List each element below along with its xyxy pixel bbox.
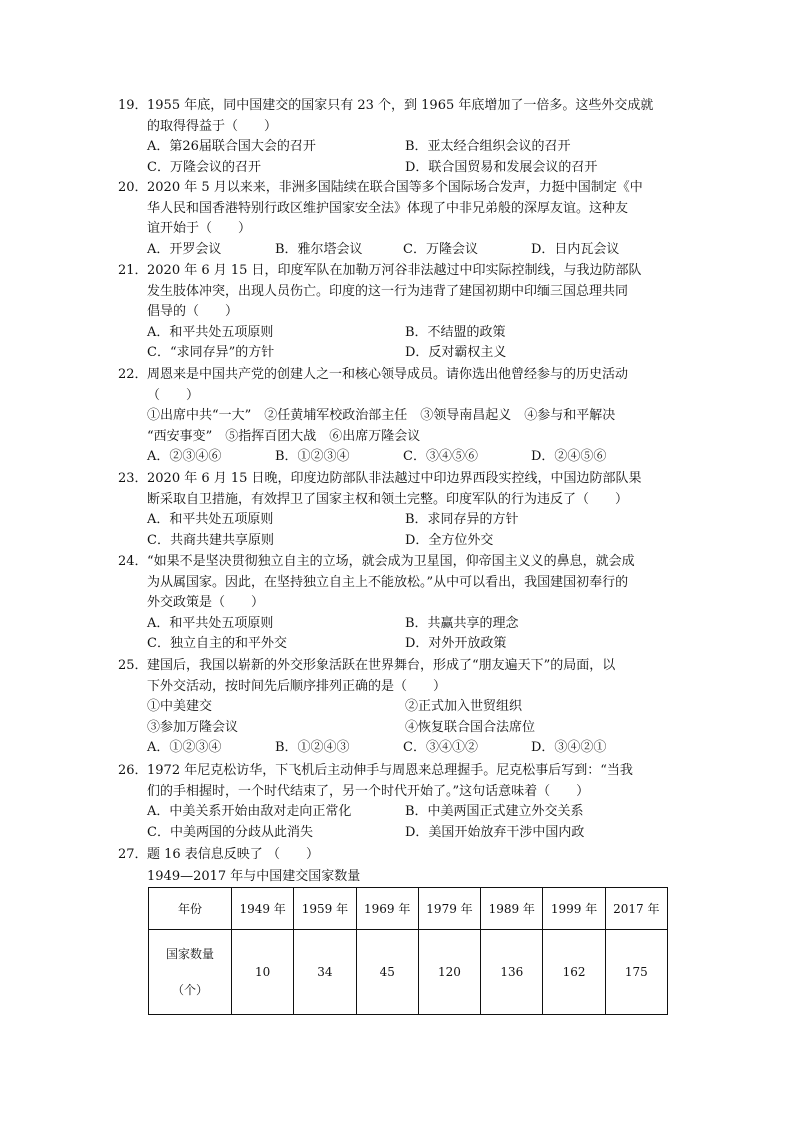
options-row (118, 614, 678, 635)
option-d[interactable]: D．反对霸权主义 (405, 345, 507, 360)
question-text: 1972 年尼克松访华，下飞机后主动伸手与周恩来总理握手。尼克松事后写到：“当我 (147, 763, 633, 778)
table-caption: 1949—2017 年与中国建交国家数量 (147, 869, 361, 884)
question-number: 24． (118, 554, 148, 569)
option-b[interactable]: B．①②④③ (275, 740, 350, 755)
option-b[interactable]: B．求同存异的方针 (405, 512, 519, 527)
options-row (118, 510, 678, 531)
option-a[interactable]: A．②③④⑥ (147, 449, 222, 464)
options-row (118, 823, 678, 844)
question-26 (118, 761, 678, 843)
count-cell: 34 (294, 930, 356, 1015)
options-row (118, 323, 678, 344)
count-cell: 45 (356, 930, 418, 1015)
option-d[interactable]: D．②④⑤⑥ (531, 449, 607, 464)
year-cell: 1969 年 (356, 888, 418, 930)
question-number: 21． (118, 263, 148, 278)
question-text: 为从属国家。因此，在坚持独立自主上不能放松。”从中可以看出，我国建国初奉行的 (147, 574, 629, 590)
options-row (118, 447, 678, 468)
options-row (118, 158, 678, 179)
options-row (118, 634, 678, 655)
question-24 (118, 552, 678, 655)
options-row (118, 240, 678, 261)
option-a[interactable]: A．和平共处五项原则 (147, 324, 274, 340)
question-text: 倡导的（ ） (147, 304, 239, 319)
option-d[interactable]: D．全方位外交 (405, 532, 494, 548)
statement-list: ①出席中共“一大” ②任黄埔军校政治部主任 ③领导南昌起义 ④参与和平解决 (147, 408, 616, 423)
question-text: “如果不是坚决贯彻独立自主的立场，就会成为卫星国，仰帝国主义义的鼻息，就会成 (147, 554, 635, 569)
items-row (118, 718, 678, 739)
question-number: 22． (118, 367, 148, 382)
question-number: 27． (118, 847, 148, 862)
option-c[interactable]: C．万隆会议 (403, 241, 478, 257)
question-number: 20． (118, 180, 148, 195)
table-header-row (149, 888, 668, 930)
question-text: 2020 年 6 月 15 日晚，印度边防部队非法越过中印边界西段实控线，中国边防部队果 (147, 471, 642, 486)
question-number: 19． (118, 98, 148, 113)
year-cell: 1989 年 (481, 888, 543, 930)
option-a[interactable]: A．和平共处五项原则 (147, 512, 274, 527)
option-c[interactable]: C．万隆会议的召开 (147, 159, 261, 175)
option-a[interactable]: A．第26届联合国大会的召开 (147, 139, 316, 154)
count-cell: 120 (418, 930, 480, 1015)
event-item: ③参加万隆会议 (147, 719, 239, 735)
question-27 (118, 845, 678, 866)
option-b[interactable]: B．①②③④ (275, 449, 350, 464)
options-row (118, 802, 678, 823)
question-19 (118, 96, 678, 178)
option-d[interactable]: D．对外开放政策 (405, 636, 507, 651)
question-25 (118, 656, 678, 759)
question-text: 题 16 表信息反映了 （ ） (147, 847, 319, 862)
question-text: 华人民和国香港特别行政区维护国家安全法》体现了中非兄弟般的深厚友谊。这种友 (147, 200, 629, 216)
question-text: 的取得得益于（ ） (147, 118, 278, 134)
options-row (118, 343, 678, 364)
year-cell: 1949 年 (232, 888, 294, 930)
option-a[interactable]: A．和平共处五项原则 (147, 615, 274, 631)
count-cell: 10 (232, 930, 294, 1015)
option-b[interactable]: B．不结盟的政策 (405, 324, 506, 340)
option-d[interactable]: D．联合国贸易和发展会议的召开 (405, 159, 598, 175)
question-number: 26． (118, 763, 148, 778)
question-23 (118, 469, 678, 551)
question-text: 下外交活动，按时间先后顺序排列正确的是（ ） (147, 678, 447, 694)
question-20 (118, 178, 678, 260)
question-text: 2020 年 5 月以来来，非洲多国陆续在联合国等多个国际场合发声，力挺中国制定《中 (147, 180, 643, 195)
question-text: 发生肢体冲突，出现人员伤亡。印度的这一行为违背了建国初期中印缅三国总理共同 (147, 283, 629, 299)
question-number: 25． (118, 658, 148, 673)
event-item: ②正式加入世贸组织 (405, 699, 523, 714)
option-d[interactable]: D．美国开始放弃干涉中国内政 (405, 824, 585, 840)
answer-blank: （ ） (147, 387, 200, 403)
count-unit: （个） (171, 983, 208, 997)
option-d[interactable]: D．③④②① (531, 740, 607, 755)
option-b[interactable]: B．亚太经合组织会议的召开 (405, 139, 571, 154)
option-a[interactable]: A．开罗会议 (147, 241, 222, 257)
question-text: 2020 年 6 月 15 日，印度军队在加勒万河谷非法越过中印实际控制线，与我边防部队 (147, 263, 642, 278)
year-cell: 1979 年 (418, 888, 480, 930)
question-text: 们的手相握时，一个时代结束了，另一个时代开始了。”这句话意味着（ ） (147, 783, 590, 799)
count-cell: 136 (481, 930, 543, 1015)
question-22 (118, 365, 678, 468)
year-cell: 1959 年 (294, 888, 356, 930)
option-c[interactable]: C．③④①② (403, 740, 478, 755)
option-a[interactable]: A．中美关系开始由敌对走向正常化 (147, 804, 352, 819)
year-cell: 1999 年 (543, 888, 605, 930)
question-number: 23． (118, 471, 148, 486)
option-b[interactable]: B．中美两国正式建立外交关系 (405, 804, 584, 819)
option-c[interactable]: C．中美两国的分歧从此消失 (147, 824, 313, 840)
question-text: 谊开始于（ ） (147, 221, 252, 236)
question-21 (118, 261, 678, 364)
question-text: 周恩来是中国共产党的创建人之一和核心领导成员。请你选出他曾经参与的历史活动 (147, 367, 629, 382)
count-cell: 175 (605, 930, 667, 1015)
count-label: 国家数量 (165, 947, 214, 961)
option-c[interactable]: C．③④⑤⑥ (403, 449, 478, 464)
event-item: ④恢复联合国合法席位 (405, 719, 536, 735)
option-c[interactable]: C．共商共建共享原则 (147, 532, 274, 548)
count-cell: 162 (543, 930, 605, 1015)
question-text: 建国后，我国以崭新的外交形象活跃在世界舞台，形成了“朋友遍天下”的局面，以 (147, 658, 616, 673)
option-a[interactable]: A．①②③④ (147, 740, 222, 755)
option-c[interactable]: C．独立自主的和平外交 (147, 636, 287, 651)
question-text: 断采取自卫措施，有效捍卫了国家主权和领土完整。印度军队的行为违反了（ ） (147, 491, 629, 507)
statement-list: “西安事变” ⑤指挥百团大战 ⑥出席万隆会议 (147, 428, 421, 444)
count-label-cell (149, 930, 232, 1015)
event-item: ①中美建交 (147, 699, 213, 714)
option-d[interactable]: D．日内瓦会议 (531, 241, 620, 257)
question-text: 外交政策是（ ） (147, 595, 265, 610)
options-row (118, 531, 678, 552)
table-data-row (149, 930, 668, 1015)
diplomatic-relations-table (148, 887, 668, 1015)
option-b[interactable]: B．共赢共享的理念 (405, 615, 519, 631)
options-row (118, 738, 678, 759)
year-cell: 2017 年 (605, 888, 667, 930)
items-row (118, 697, 678, 718)
option-c[interactable]: C．“求同存异”的方针 (147, 345, 275, 360)
option-b[interactable]: B．雅尔塔会议 (275, 241, 363, 257)
header-label-cell: 年份 (149, 888, 232, 930)
question-text: 1955 年底，同中国建交的国家只有 23 个，到 1965 年底增加了一倍多。这些外交成就 (147, 98, 654, 113)
options-row (118, 137, 678, 158)
